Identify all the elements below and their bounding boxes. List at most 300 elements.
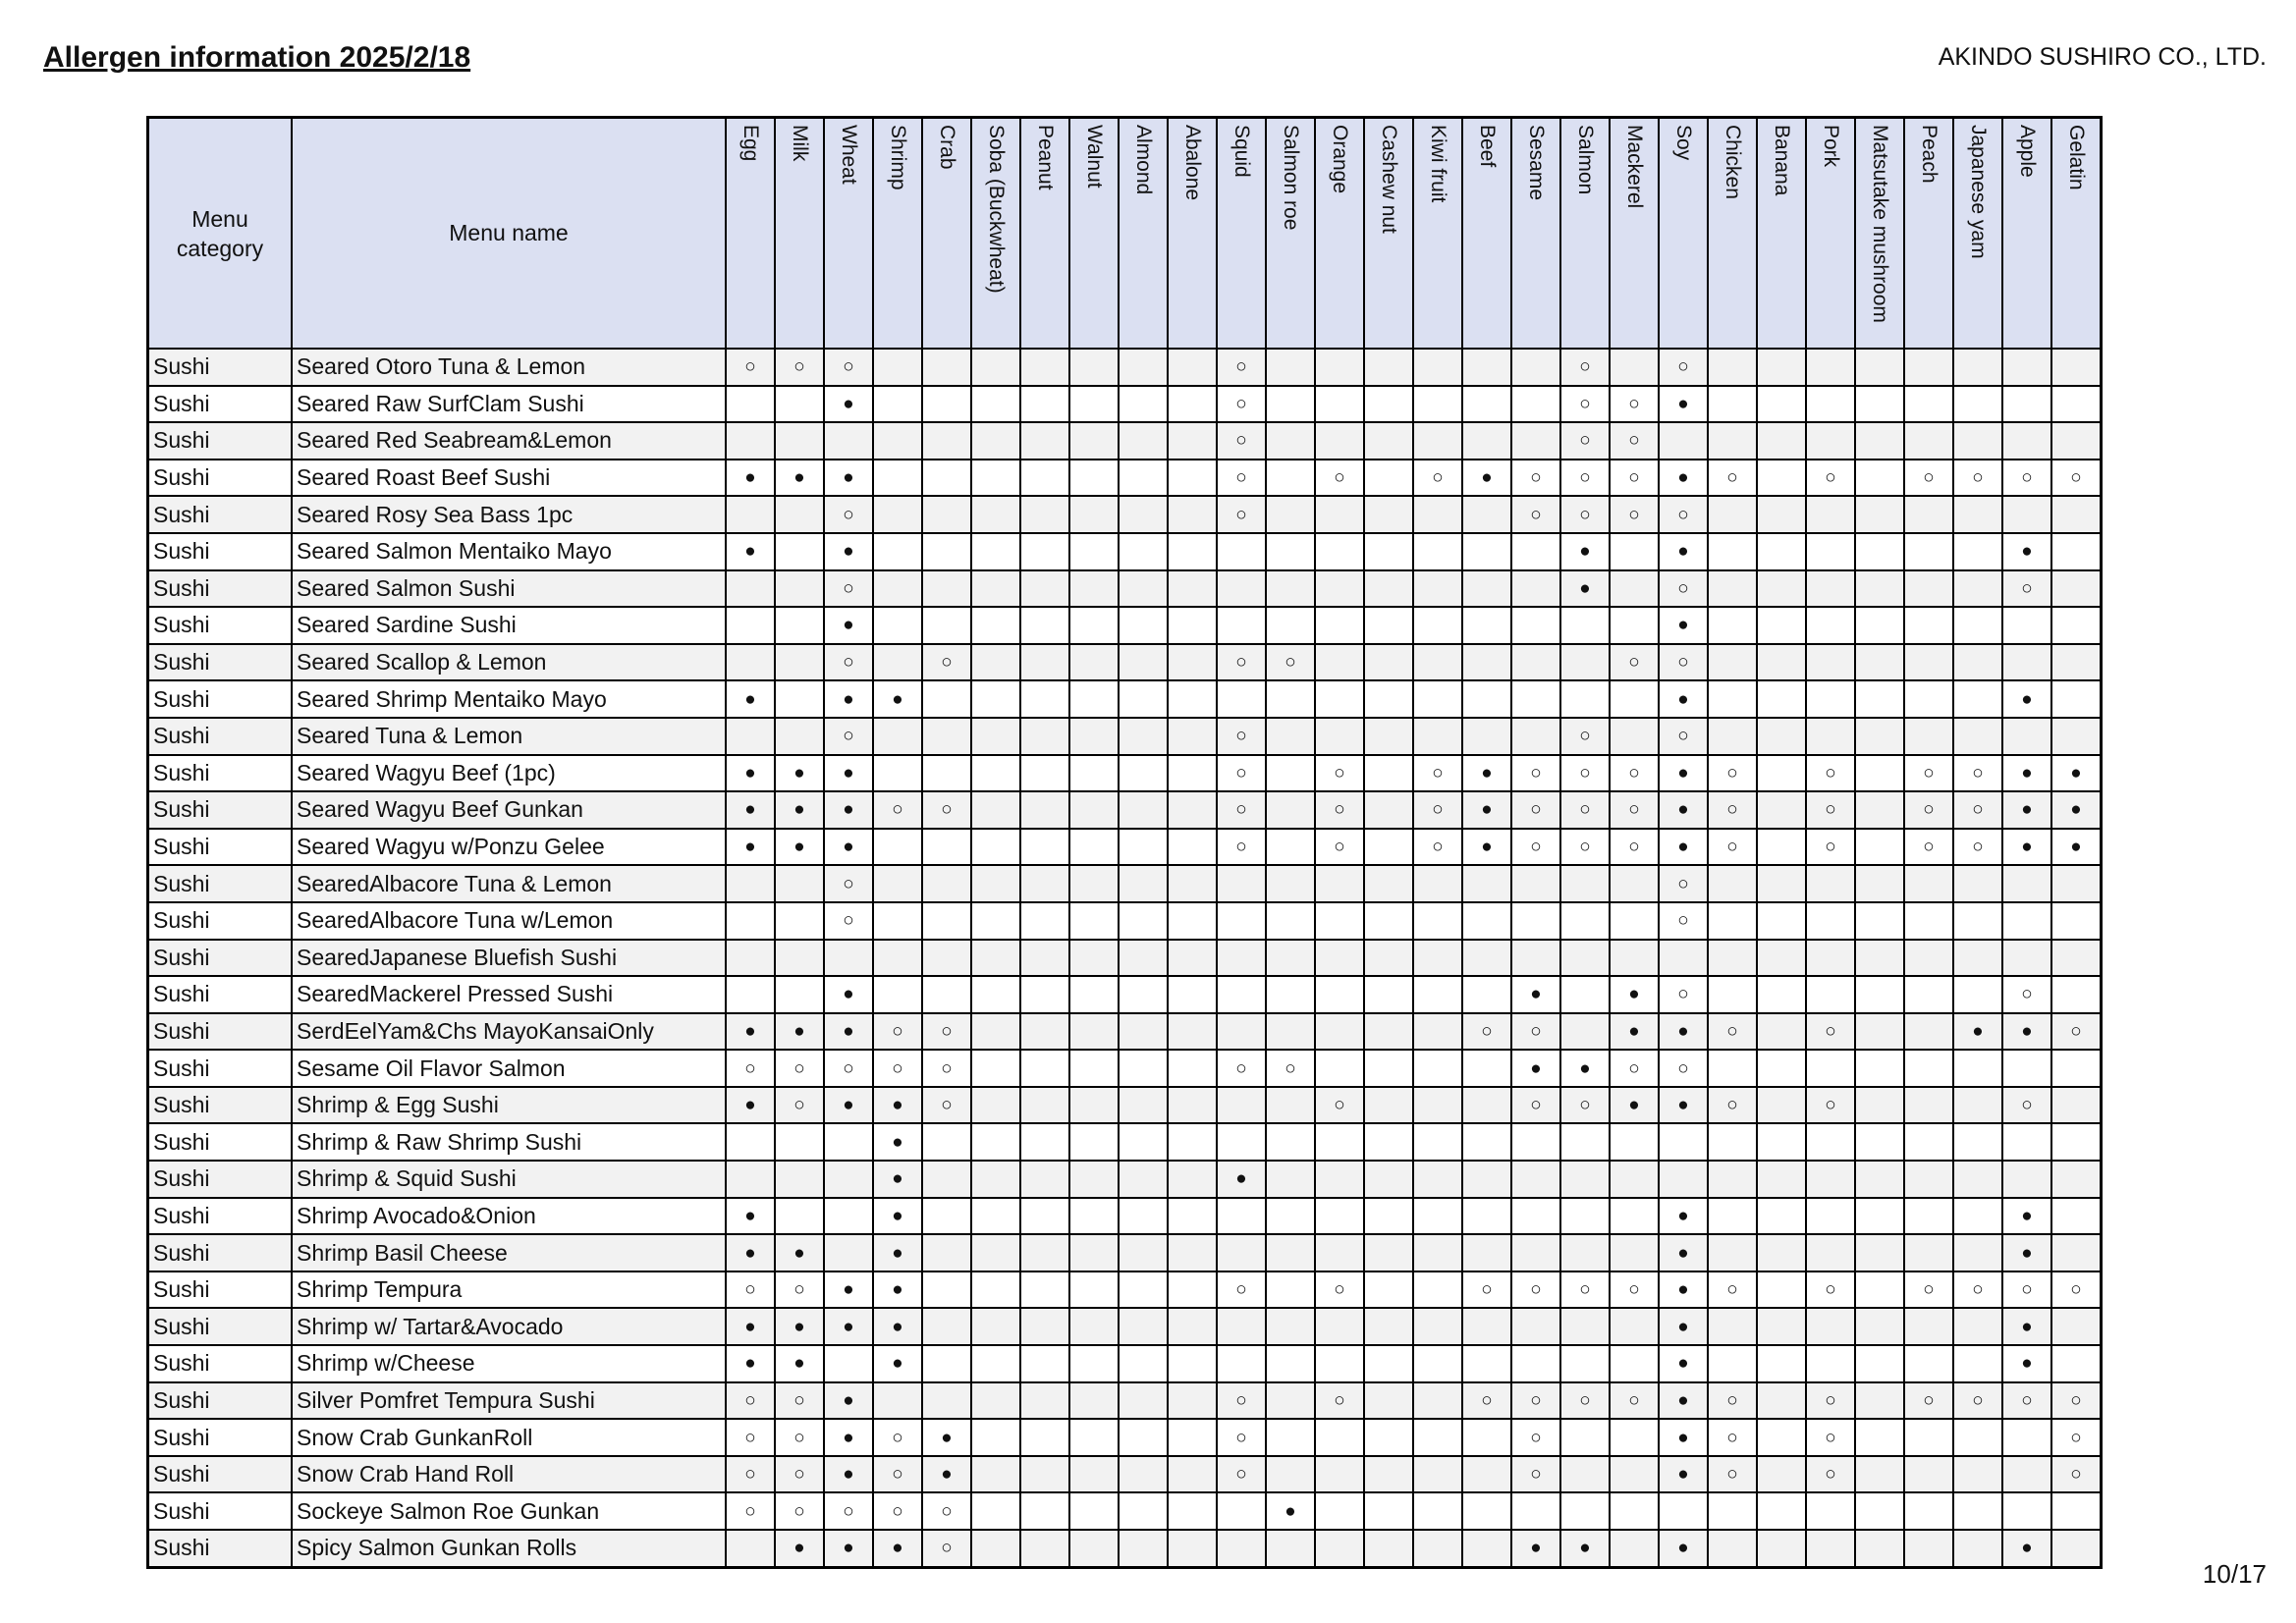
allergen-mark-cell: ○ bbox=[1413, 460, 1462, 497]
allergen-mark-cell: ● bbox=[1511, 1530, 1560, 1567]
allergen-mark-cell bbox=[971, 386, 1020, 423]
allergen-mark-cell bbox=[1462, 976, 1511, 1013]
allergen-mark-cell bbox=[2051, 1308, 2102, 1345]
header-allergen bbox=[922, 118, 971, 350]
allergen-mark-cell bbox=[1266, 976, 1315, 1013]
allergen-mark-cell bbox=[2051, 865, 2102, 902]
allergen-mark-cell bbox=[922, 1123, 971, 1161]
allergen-mark-cell bbox=[1904, 644, 1953, 681]
allergen-mark-cell: ● bbox=[1462, 460, 1511, 497]
allergen-mark-cell bbox=[1708, 1492, 1757, 1530]
allergen-mark-cell bbox=[1315, 422, 1364, 460]
allergen-mark-cell bbox=[2002, 386, 2051, 423]
allergen-mark-cell bbox=[873, 865, 922, 902]
allergen-mark-cell bbox=[1364, 1050, 1413, 1087]
allergen-mark-cell bbox=[1806, 1161, 1855, 1198]
table-row bbox=[148, 386, 2102, 423]
table-row bbox=[148, 1419, 2102, 1456]
allergen-mark-cell: ○ bbox=[2002, 1382, 2051, 1420]
allergen-mark-cell bbox=[1168, 755, 1217, 792]
allergen-mark-cell bbox=[1560, 1308, 1610, 1345]
allergen-mark-cell: ○ bbox=[2051, 1382, 2102, 1420]
company-name: AKINDO SUSHIRO CO., LTD. bbox=[1938, 43, 2267, 71]
allergen-mark-cell bbox=[1610, 1234, 1659, 1271]
allergen-mark-cell bbox=[971, 460, 1020, 497]
allergen-mark-cell bbox=[1757, 829, 1806, 866]
table-row bbox=[148, 1308, 2102, 1345]
allergen-mark-cell bbox=[1069, 1492, 1119, 1530]
allergen-mark-cell bbox=[1413, 1530, 1462, 1567]
allergen-mark-cell bbox=[1168, 1419, 1217, 1456]
allergen-mark-cell bbox=[1315, 1419, 1364, 1456]
allergen-mark-cell: ● bbox=[2002, 1198, 2051, 1235]
allergen-mark-cell: ● bbox=[1659, 533, 1708, 570]
allergen-label: Walnut bbox=[1083, 125, 1106, 189]
allergen-mark-cell: ● bbox=[2002, 755, 2051, 792]
allergen-mark-cell bbox=[1266, 1123, 1315, 1161]
allergen-mark-cell bbox=[1364, 680, 1413, 718]
allergen-mark-cell bbox=[1069, 496, 1119, 533]
allergen-mark-cell bbox=[1757, 570, 1806, 608]
allergen-mark-cell bbox=[1315, 718, 1364, 755]
allergen-mark-cell bbox=[1413, 902, 1462, 940]
allergen-mark-cell bbox=[1020, 1492, 1069, 1530]
allergen-mark-cell: ● bbox=[2002, 791, 2051, 829]
allergen-mark-cell: ○ bbox=[1315, 1382, 1364, 1420]
allergen-mark-cell bbox=[1020, 1198, 1069, 1235]
allergen-mark-cell: ○ bbox=[1806, 1382, 1855, 1420]
allergen-mark-cell bbox=[873, 570, 922, 608]
allergen-mark-cell bbox=[1953, 1050, 2002, 1087]
allergen-mark-cell bbox=[1708, 902, 1757, 940]
allergen-mark-cell: ○ bbox=[1708, 1382, 1757, 1420]
allergen-mark-cell bbox=[1069, 755, 1119, 792]
allergen-mark-cell bbox=[1119, 865, 1168, 902]
allergen-mark-cell bbox=[2051, 1087, 2102, 1124]
allergen-mark-cell bbox=[1511, 902, 1560, 940]
allergen-mark-cell bbox=[1462, 496, 1511, 533]
table-row bbox=[148, 976, 2102, 1013]
allergen-mark-cell bbox=[1119, 1198, 1168, 1235]
allergen-mark-cell bbox=[1413, 1345, 1462, 1382]
allergen-mark-cell bbox=[1610, 680, 1659, 718]
allergen-mark-cell bbox=[1315, 570, 1364, 608]
allergen-mark-cell bbox=[1757, 902, 1806, 940]
allergen-mark-cell bbox=[922, 680, 971, 718]
allergen-mark-cell bbox=[922, 422, 971, 460]
menu-name-cell: Seared Red Seabream&Lemon bbox=[292, 422, 726, 460]
allergen-mark-cell bbox=[1413, 1050, 1462, 1087]
allergen-mark-cell bbox=[1119, 976, 1168, 1013]
allergen-mark-cell: ○ bbox=[1953, 791, 2002, 829]
allergen-mark-cell bbox=[1610, 1123, 1659, 1161]
allergen-mark-cell bbox=[1413, 1161, 1462, 1198]
allergen-mark-cell bbox=[1119, 791, 1168, 829]
allergen-mark-cell bbox=[1757, 644, 1806, 681]
allergen-mark-cell bbox=[1757, 1123, 1806, 1161]
allergen-mark-cell bbox=[922, 349, 971, 386]
allergen-mark-cell bbox=[922, 570, 971, 608]
allergen-mark-cell: ● bbox=[775, 460, 824, 497]
allergen-mark-cell bbox=[1610, 1530, 1659, 1567]
allergen-mark-cell bbox=[1020, 755, 1069, 792]
allergen-mark-cell bbox=[775, 496, 824, 533]
allergen-mark-cell bbox=[1806, 533, 1855, 570]
allergen-mark-cell bbox=[1020, 422, 1069, 460]
allergen-mark-cell: ● bbox=[1659, 755, 1708, 792]
allergen-mark-cell bbox=[1069, 1530, 1119, 1567]
table-row bbox=[148, 680, 2102, 718]
allergen-mark-cell bbox=[1708, 1308, 1757, 1345]
allergen-mark-cell bbox=[1462, 1419, 1511, 1456]
allergen-mark-cell bbox=[775, 1123, 824, 1161]
allergen-mark-cell bbox=[1511, 1492, 1560, 1530]
allergen-mark-cell: ● bbox=[775, 755, 824, 792]
allergen-mark-cell bbox=[1069, 1123, 1119, 1161]
allergen-label: Abalone bbox=[1181, 125, 1204, 201]
allergen-mark-cell: ● bbox=[1511, 976, 1560, 1013]
allergen-mark-cell bbox=[1855, 607, 1904, 644]
allergen-mark-cell bbox=[1315, 865, 1364, 902]
allergen-mark-cell: ○ bbox=[873, 1050, 922, 1087]
allergen-mark-cell bbox=[1560, 940, 1610, 977]
allergen-mark-cell bbox=[726, 644, 775, 681]
menu-category-cell: Sushi bbox=[148, 829, 293, 866]
allergen-mark-cell bbox=[1168, 496, 1217, 533]
allergen-mark-cell bbox=[1855, 1050, 1904, 1087]
allergen-mark-cell: ● bbox=[726, 829, 775, 866]
allergen-mark-cell: ○ bbox=[1953, 460, 2002, 497]
allergen-mark-cell bbox=[1119, 386, 1168, 423]
allergen-mark-cell: ○ bbox=[775, 1271, 824, 1309]
allergen-mark-cell: ○ bbox=[824, 496, 873, 533]
allergen-mark-cell bbox=[1020, 460, 1069, 497]
allergen-mark-cell bbox=[971, 1161, 1020, 1198]
allergen-mark-cell: ○ bbox=[1708, 1419, 1757, 1456]
allergen-mark-cell: ● bbox=[726, 460, 775, 497]
allergen-mark-cell bbox=[1511, 386, 1560, 423]
allergen-mark-cell bbox=[1119, 1271, 1168, 1309]
allergen-mark-cell: ○ bbox=[873, 1419, 922, 1456]
allergen-mark-cell: ● bbox=[775, 1234, 824, 1271]
menu-name-cell: Seared Wagyu Beef (1pc) bbox=[292, 755, 726, 792]
table-row bbox=[148, 1087, 2102, 1124]
allergen-mark-cell bbox=[1364, 1013, 1413, 1051]
allergen-mark-cell bbox=[971, 496, 1020, 533]
page-number: 10/17 bbox=[2202, 1559, 2267, 1589]
allergen-mark-cell bbox=[775, 644, 824, 681]
allergen-mark-cell bbox=[2002, 1123, 2051, 1161]
table-body bbox=[148, 349, 2102, 1567]
allergen-mark-cell: ● bbox=[1462, 755, 1511, 792]
allergen-mark-cell bbox=[1953, 644, 2002, 681]
allergen-mark-cell bbox=[922, 1345, 971, 1382]
allergen-mark-cell: ○ bbox=[1560, 829, 1610, 866]
allergen-mark-cell bbox=[1511, 533, 1560, 570]
menu-category-cell: Sushi bbox=[148, 1013, 293, 1051]
allergen-mark-cell: ○ bbox=[873, 1492, 922, 1530]
menu-name-cell: SearedMackerel Pressed Sushi bbox=[292, 976, 726, 1013]
menu-category-cell: Sushi bbox=[148, 976, 293, 1013]
allergen-mark-cell bbox=[1560, 1456, 1610, 1493]
allergen-mark-cell bbox=[1364, 1456, 1413, 1493]
allergen-mark-cell bbox=[775, 976, 824, 1013]
allergen-mark-cell bbox=[2051, 1234, 2102, 1271]
allergen-mark-cell bbox=[1020, 1308, 1069, 1345]
allergen-mark-cell bbox=[1364, 976, 1413, 1013]
allergen-mark-cell: ○ bbox=[775, 1087, 824, 1124]
allergen-mark-cell: ○ bbox=[1659, 865, 1708, 902]
allergen-mark-cell: ● bbox=[775, 1013, 824, 1051]
allergen-mark-cell bbox=[1757, 349, 1806, 386]
allergen-mark-cell bbox=[1413, 1456, 1462, 1493]
allergen-mark-cell bbox=[1069, 718, 1119, 755]
allergen-mark-cell: ○ bbox=[1806, 1013, 1855, 1051]
allergen-mark-cell: ○ bbox=[1904, 829, 1953, 866]
allergen-mark-cell bbox=[1266, 1382, 1315, 1420]
allergen-mark-cell bbox=[1119, 902, 1168, 940]
allergen-mark-cell bbox=[1069, 829, 1119, 866]
allergen-mark-cell: ○ bbox=[775, 1382, 824, 1420]
allergen-mark-cell bbox=[1560, 902, 1610, 940]
allergen-mark-cell bbox=[1069, 1456, 1119, 1493]
allergen-mark-cell: ● bbox=[2002, 1308, 2051, 1345]
allergen-label: Peanut bbox=[1034, 125, 1057, 190]
allergen-mark-cell bbox=[1413, 1013, 1462, 1051]
allergen-mark-cell bbox=[1168, 1382, 1217, 1420]
allergen-mark-cell bbox=[922, 1198, 971, 1235]
header-allergen bbox=[1855, 118, 1904, 350]
allergen-mark-cell: ● bbox=[726, 1198, 775, 1235]
allergen-mark-cell bbox=[1511, 1308, 1560, 1345]
allergen-mark-cell bbox=[1462, 533, 1511, 570]
allergen-mark-cell bbox=[2051, 570, 2102, 608]
table-row bbox=[148, 940, 2102, 977]
allergen-mark-cell bbox=[873, 1382, 922, 1420]
allergen-mark-cell: ● bbox=[1659, 607, 1708, 644]
allergen-mark-cell: ○ bbox=[1560, 1087, 1610, 1124]
allergen-mark-cell bbox=[1610, 1456, 1659, 1493]
allergen-mark-cell: ○ bbox=[1560, 791, 1610, 829]
allergen-mark-cell: ○ bbox=[1560, 349, 1610, 386]
allergen-mark-cell: ○ bbox=[1511, 829, 1560, 866]
allergen-mark-cell bbox=[873, 460, 922, 497]
menu-name-cell: Spicy Salmon Gunkan Rolls bbox=[292, 1530, 726, 1567]
allergen-mark-cell bbox=[1168, 718, 1217, 755]
allergen-mark-cell: ○ bbox=[1708, 755, 1757, 792]
allergen-mark-cell bbox=[2051, 940, 2102, 977]
allergen-mark-cell bbox=[971, 1198, 1020, 1235]
allergen-mark-cell bbox=[1266, 1198, 1315, 1235]
allergen-mark-cell bbox=[1069, 1087, 1119, 1124]
allergen-mark-cell bbox=[971, 865, 1020, 902]
allergen-mark-cell bbox=[2002, 1419, 2051, 1456]
allergen-mark-cell: ● bbox=[1266, 1492, 1315, 1530]
allergen-mark-cell bbox=[1560, 865, 1610, 902]
allergen-mark-cell bbox=[2051, 976, 2102, 1013]
allergen-mark-cell: ● bbox=[775, 1345, 824, 1382]
allergen-mark-cell bbox=[1708, 349, 1757, 386]
allergen-mark-cell bbox=[1953, 718, 2002, 755]
allergen-mark-cell bbox=[1757, 1271, 1806, 1309]
allergen-mark-cell: ● bbox=[2002, 1345, 2051, 1382]
allergen-mark-cell bbox=[873, 940, 922, 977]
allergen-mark-cell bbox=[1020, 1419, 1069, 1456]
allergen-mark-cell bbox=[1659, 1492, 1708, 1530]
menu-name-cell: Seared Scallop & Lemon bbox=[292, 644, 726, 681]
allergen-mark-cell bbox=[1953, 1419, 2002, 1456]
menu-category-cell: Sushi bbox=[148, 496, 293, 533]
allergen-mark-cell: ○ bbox=[1610, 755, 1659, 792]
allergen-mark-cell bbox=[1855, 1308, 1904, 1345]
allergen-mark-cell bbox=[873, 644, 922, 681]
allergen-mark-cell bbox=[1413, 1198, 1462, 1235]
allergen-mark-cell bbox=[1413, 1234, 1462, 1271]
allergen-mark-cell bbox=[1904, 386, 1953, 423]
allergen-mark-cell bbox=[1266, 607, 1315, 644]
allergen-mark-cell bbox=[1610, 865, 1659, 902]
allergen-mark-cell bbox=[1953, 1087, 2002, 1124]
allergen-label: Orange bbox=[1329, 125, 1351, 194]
allergen-mark-cell: ○ bbox=[824, 718, 873, 755]
allergen-mark-cell bbox=[1119, 533, 1168, 570]
allergen-mark-cell bbox=[1364, 1308, 1413, 1345]
allergen-mark-cell: ○ bbox=[1659, 644, 1708, 681]
allergen-mark-cell bbox=[1904, 349, 1953, 386]
allergen-mark-cell bbox=[1364, 1161, 1413, 1198]
allergen-mark-cell bbox=[1266, 349, 1315, 386]
allergen-mark-cell bbox=[1806, 349, 1855, 386]
allergen-mark-cell bbox=[2002, 422, 2051, 460]
allergen-mark-cell bbox=[1855, 349, 1904, 386]
allergen-mark-cell bbox=[1168, 1345, 1217, 1382]
allergen-mark-cell bbox=[1462, 1345, 1511, 1382]
allergen-mark-cell bbox=[775, 570, 824, 608]
allergen-mark-cell bbox=[2051, 1530, 2102, 1567]
allergen-mark-cell bbox=[1315, 349, 1364, 386]
allergen-mark-cell bbox=[1511, 1198, 1560, 1235]
allergen-mark-cell bbox=[1315, 1013, 1364, 1051]
allergen-mark-cell bbox=[1364, 386, 1413, 423]
allergen-mark-cell bbox=[1020, 1050, 1069, 1087]
allergen-mark-cell: ○ bbox=[1217, 1382, 1266, 1420]
allergen-mark-cell bbox=[1904, 422, 1953, 460]
allergen-mark-cell: ○ bbox=[824, 865, 873, 902]
allergen-mark-cell bbox=[1119, 1530, 1168, 1567]
allergen-mark-cell: ● bbox=[1659, 1198, 1708, 1235]
allergen-mark-cell bbox=[1610, 1419, 1659, 1456]
allergen-mark-cell bbox=[1266, 496, 1315, 533]
allergen-mark-cell bbox=[1364, 607, 1413, 644]
allergen-mark-cell bbox=[1462, 865, 1511, 902]
allergen-mark-cell bbox=[1266, 460, 1315, 497]
allergen-mark-cell bbox=[1904, 680, 1953, 718]
allergen-mark-cell bbox=[1904, 976, 1953, 1013]
allergen-mark-cell: ○ bbox=[726, 1050, 775, 1087]
allergen-mark-cell bbox=[1855, 1492, 1904, 1530]
allergen-mark-cell bbox=[1953, 902, 2002, 940]
allergen-mark-cell bbox=[1855, 902, 1904, 940]
allergen-mark-cell bbox=[1757, 1087, 1806, 1124]
allergen-mark-cell: ● bbox=[2002, 1530, 2051, 1567]
allergen-mark-cell bbox=[1315, 533, 1364, 570]
allergen-mark-cell: ○ bbox=[2051, 460, 2102, 497]
page-title: Allergen information 2025/2/18 bbox=[43, 41, 471, 74]
allergen-mark-cell: ○ bbox=[1462, 1013, 1511, 1051]
allergen-mark-cell bbox=[1904, 1530, 1953, 1567]
table-row bbox=[148, 460, 2102, 497]
allergen-mark-cell bbox=[1020, 1456, 1069, 1493]
allergen-mark-cell bbox=[1511, 680, 1560, 718]
allergen-mark-cell bbox=[1904, 940, 1953, 977]
allergen-mark-cell: ● bbox=[824, 1456, 873, 1493]
allergen-mark-cell: ○ bbox=[1904, 755, 1953, 792]
table-row bbox=[148, 1382, 2102, 1420]
allergen-mark-cell bbox=[1020, 533, 1069, 570]
menu-category-cell: Sushi bbox=[148, 755, 293, 792]
allergen-mark-cell: ● bbox=[1953, 1013, 2002, 1051]
allergen-mark-cell bbox=[1119, 460, 1168, 497]
allergen-mark-cell bbox=[1462, 940, 1511, 977]
allergen-mark-cell: ● bbox=[824, 976, 873, 1013]
menu-name-cell: Seared Shrimp Mentaiko Mayo bbox=[292, 680, 726, 718]
allergen-mark-cell: ● bbox=[824, 1308, 873, 1345]
allergen-mark-cell bbox=[1610, 607, 1659, 644]
allergen-mark-cell: ● bbox=[1217, 1161, 1266, 1198]
allergen-mark-cell bbox=[2051, 533, 2102, 570]
allergen-mark-cell bbox=[1708, 607, 1757, 644]
allergen-mark-cell bbox=[1855, 460, 1904, 497]
table-row bbox=[148, 865, 2102, 902]
allergen-mark-cell bbox=[1168, 865, 1217, 902]
allergen-mark-cell bbox=[1708, 680, 1757, 718]
menu-category-cell: Sushi bbox=[148, 1492, 293, 1530]
allergen-mark-cell: ● bbox=[1511, 1050, 1560, 1087]
allergen-mark-cell bbox=[1119, 570, 1168, 608]
allergen-mark-cell: ● bbox=[2051, 755, 2102, 792]
allergen-mark-cell: ● bbox=[873, 1308, 922, 1345]
allergen-label: Mackerel bbox=[1623, 125, 1646, 209]
allergen-mark-cell bbox=[1413, 496, 1462, 533]
allergen-mark-cell: ○ bbox=[726, 1456, 775, 1493]
allergen-mark-cell bbox=[971, 1050, 1020, 1087]
allergen-mark-cell: ● bbox=[726, 1087, 775, 1124]
table-row bbox=[148, 829, 2102, 866]
allergen-mark-cell bbox=[1806, 1050, 1855, 1087]
allergen-mark-cell bbox=[1315, 1050, 1364, 1087]
allergen-mark-cell: ● bbox=[922, 1419, 971, 1456]
allergen-mark-cell bbox=[1020, 1530, 1069, 1567]
menu-name-cell: SerdEelYam&Chs MayoKansaiOnly bbox=[292, 1013, 726, 1051]
allergen-mark-cell bbox=[1020, 1382, 1069, 1420]
allergen-mark-cell bbox=[1855, 1087, 1904, 1124]
allergen-mark-cell: ● bbox=[1462, 791, 1511, 829]
allergen-mark-cell: ○ bbox=[1511, 1013, 1560, 1051]
allergen-mark-cell: ○ bbox=[1560, 496, 1610, 533]
allergen-mark-cell bbox=[1560, 1013, 1610, 1051]
allergen-mark-cell bbox=[1855, 1271, 1904, 1309]
allergen-mark-cell: ○ bbox=[1217, 829, 1266, 866]
allergen-mark-cell bbox=[1610, 1492, 1659, 1530]
header-allergen bbox=[1364, 118, 1413, 350]
allergen-mark-cell bbox=[1904, 1161, 1953, 1198]
allergen-mark-cell bbox=[1610, 533, 1659, 570]
menu-category-cell: Sushi bbox=[148, 902, 293, 940]
allergen-mark-cell bbox=[1462, 349, 1511, 386]
allergen-mark-cell bbox=[1953, 1198, 2002, 1235]
allergen-mark-cell bbox=[1119, 1087, 1168, 1124]
allergen-mark-cell bbox=[1315, 386, 1364, 423]
